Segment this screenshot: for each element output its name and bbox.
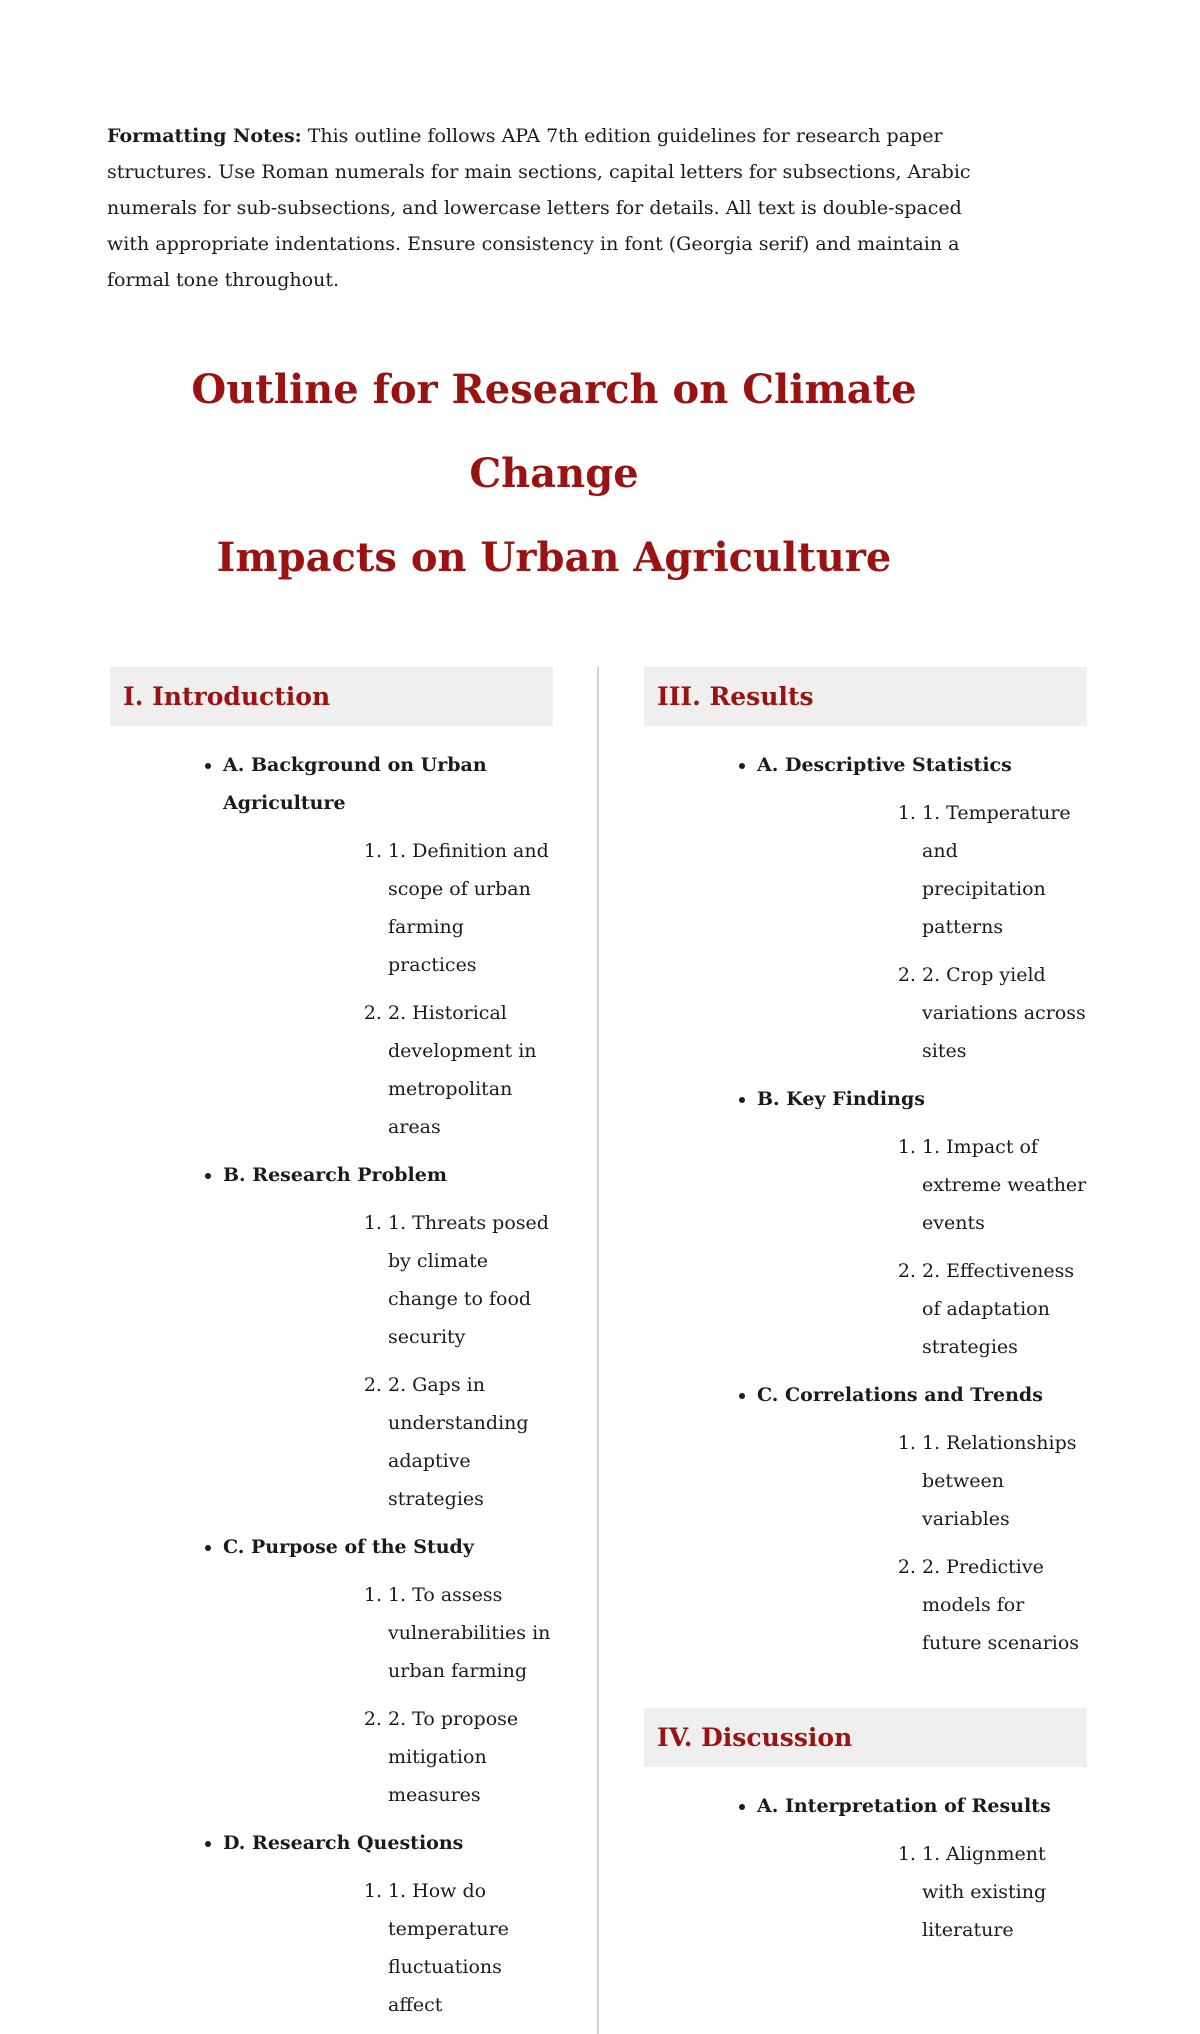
outline-columns bbox=[110, 667, 1087, 2034]
subtopic-item: 1. 1. Alignment with existing literature bbox=[922, 1835, 1087, 1949]
subtopic-item: 1. 1. Temperature and precipitation patterns bbox=[922, 794, 1087, 946]
topic-item bbox=[757, 1787, 1087, 1949]
section-heading: IV. Discussion bbox=[644, 1708, 1087, 1767]
subtopic-item: 2. 2. To propose mitigation measures bbox=[388, 1700, 553, 1814]
subtopic-list bbox=[223, 1872, 553, 2024]
topic-list bbox=[644, 1787, 1087, 1949]
subtopic-list bbox=[223, 1576, 553, 1814]
subtopic-list bbox=[757, 1424, 1087, 1662]
subtopic-list bbox=[757, 1835, 1087, 1949]
topic-label: A. Descriptive Statistics bbox=[757, 754, 1012, 776]
topic-item bbox=[223, 1824, 553, 2024]
outline-section-introduction bbox=[110, 667, 553, 2024]
subtopic-item: 1. 1. How do temperature fluctuations affect bbox=[388, 1872, 553, 2024]
subtopic-item: 2. 2. Effectiveness of adaptation strategies bbox=[922, 1252, 1087, 1366]
topic-item bbox=[223, 1156, 553, 1518]
subtopic-item: 2. 2. Crop yield variations across sites bbox=[922, 956, 1087, 1070]
subtopic-item: 1. 1. Relationships between variables bbox=[922, 1424, 1087, 1538]
section-heading: III. Results bbox=[644, 667, 1087, 726]
formatting-notes-text: This outline follows APA 7th edition guidelines for research paper structures. Use Roman numerals for main sections, capital letters for subsections, Arabic numerals for sub-subsections, and lowercase letters for details. All text is double-spaced with appropriate indentations. Ensure consistency in font (Georgia serif) and maintain a formal tone throughout. bbox=[107, 125, 971, 291]
topic-label: D. Research Questions bbox=[223, 1832, 464, 1854]
subtopic-item: 2. 2. Gaps in understanding adaptive strategies bbox=[388, 1366, 553, 1518]
topic-item bbox=[757, 746, 1087, 1070]
topic-item bbox=[757, 1376, 1087, 1662]
subtopic-item: 2. 2. Predictive models for future scenarios bbox=[922, 1548, 1087, 1662]
right-column bbox=[644, 667, 1087, 2034]
subtopic-list bbox=[757, 794, 1087, 1070]
subtopic-list bbox=[757, 1128, 1087, 1366]
subtopic-item: 2. 2. Historical development in metropolitan areas bbox=[388, 994, 553, 1146]
topic-item bbox=[223, 746, 553, 1146]
formatting-notes bbox=[107, 118, 997, 298]
section-heading: I. Introduction bbox=[110, 667, 553, 726]
topic-label: C. Purpose of the Study bbox=[223, 1536, 474, 1558]
topic-item bbox=[223, 1528, 553, 1814]
subtopic-item: 1. 1. Threats posed by climate change to food security bbox=[388, 1204, 553, 1356]
subtopic-list bbox=[223, 832, 553, 1146]
subtopic-list bbox=[223, 1204, 553, 1518]
subtopic-item: 1. 1. Definition and scope of urban farming practices bbox=[388, 832, 553, 984]
topic-label: B. Key Findings bbox=[757, 1088, 925, 1110]
page-title-line1: Outline for Research on Climate Change bbox=[191, 366, 917, 497]
outline-section-results bbox=[644, 667, 1087, 1662]
column-divider bbox=[597, 667, 599, 2034]
page-title bbox=[107, 348, 1001, 600]
document-page bbox=[0, 118, 1200, 2016]
topic-label: A. Background on Urban Agriculture bbox=[223, 754, 487, 814]
left-column bbox=[110, 667, 553, 2034]
page-title-line2: Impacts on Urban Agriculture bbox=[216, 534, 892, 581]
topic-list bbox=[110, 746, 553, 2024]
subtopic-item: 1. 1. Impact of extreme weather events bbox=[922, 1128, 1087, 1242]
topic-label: B. Research Problem bbox=[223, 1164, 447, 1186]
formatting-notes-label: Formatting Notes: bbox=[107, 125, 302, 147]
topic-label: C. Correlations and Trends bbox=[757, 1384, 1043, 1406]
topic-label: A. Interpretation of Results bbox=[757, 1795, 1051, 1817]
outline-section-discussion bbox=[644, 1708, 1087, 1949]
topic-item bbox=[757, 1080, 1087, 1366]
subtopic-item: 1. 1. To assess vulnerabilities in urban farming bbox=[388, 1576, 553, 1690]
topic-list bbox=[644, 746, 1087, 1662]
